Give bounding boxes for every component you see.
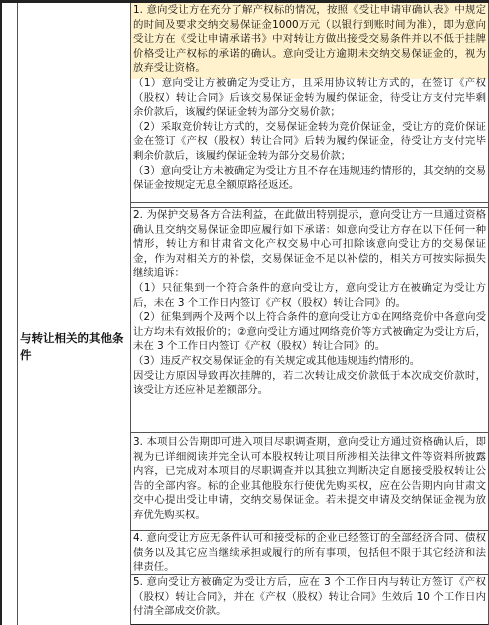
clause-2-item-3: （3）违反产权交易保证金的有关规定或其他违规违约情形的。 <box>133 354 421 367</box>
clause-1-item-3: （3）意向受让方未被确定为受让方且不存在违规违约情形的，其交纳的交易保证金按规定无息全额原路径返还。 <box>133 164 486 192</box>
clause-4-text: 4. 意向受让方应无条件认可和接受标的企业已经签订的全部经济合同、债权债务以及其它应当继续承担或履行的所有事项，包括但不限于其它经济和法律责任。 <box>133 532 486 574</box>
clause-5-text: 5. 意向受让方被确定为受让方后，应在 3 个工作日内与转让方签订《产权（股权）转让合同》，并在《产权（股权）转让合同》生效后 10 个工作日内付清全部成交价款。 <box>133 576 486 618</box>
clause-3-text: 3. 本项目公告期即可进入项目尽职调查期，意向受让方通过资格确认后，即视为已详细阅读并完全认可本股权转让项目所涉相关法律文件等资料所披露内容，已完成对本项目的尽职调查并以其独立判断决定自愿接受股权转让公告的全部内容。标的企业其他股东行使优先购买权，应在公告期内向甘肃文交中心提出受让申请，交纳交易保证金。若未提交申请及交纳保证金视为放弃优先购买权。 <box>133 436 486 521</box>
clause-1-item-1: （1）意向受让方被确定为受让方，且采用协议转让方式的，在签订《产权（股权）转让合同》后该交易保证金转为履约保证金，待受让方支付完毕剩余价款后，该履约保证金转为部分交易价款； <box>133 76 486 119</box>
clause-1-cell <box>131 3 488 203</box>
clause-5-cell <box>131 575 488 625</box>
clause-2-item-2: （2）征集到两个及两个以上符合条件的意向受让方①在网络竞价中各意向受让方均未有效报价的；②意向受让方通过网络竞价等方式被确定为受让方后，未在 3 个工作日内签订《产权（股权）转让合同》的。 <box>133 311 486 353</box>
clause-4-cell <box>131 531 488 575</box>
clause-2-cell <box>131 207 488 433</box>
clause-3-cell <box>131 435 488 531</box>
clause-1-text: 1. 意向受让方在充分了解产权标的情况，按照《受让申请审确认表》中规定的时间及要求交纳交易保证金1000万元（以银行到账时间为准），即为意向受让方在《受让申请承诺书》中对转让方做出接受交易条件并以不低于挂牌价格受让产权标的承诺的确认。意向受让方逾期未交纳交易保证金的，视为放弃受让资格。 <box>133 4 486 75</box>
table-leading-column <box>0 3 18 625</box>
clause-2-item-1: （1）只征集到一个符合条件的意向受让方，意向受让方在被确定为受让方后，未在 3 个工作日内签订《产权（股权）转让合同》的。 <box>133 281 486 309</box>
clause-2-note: 因受让方原因导致再次挂牌的，若二次转让成交价款低于本次成交价款时，该受让方还应补足差额部分。 <box>133 369 486 397</box>
clause-1-item-2: （2）采取竞价转让方式的，交易保证金转为竞价保证金，受让方的竞价保证金在签订《产权（股权）转让合同》后转为履约保证金，待受让方支付完毕剩余价款后，该履约保证金转为部分交易价款； <box>133 120 486 162</box>
row-label: 与转让相关的其他条件 <box>20 331 124 362</box>
table-label-column <box>18 3 131 625</box>
table-content-column <box>131 3 489 625</box>
clause-2-text: 2. 为保护交易各方合法利益，在此做出特别提示，意向受让方一旦通过资格确认且交纳交易保证金即应履行如下承诺：如意向受让方存在以下任何一种情形，转让方和甘肃省文化产权交易中心可扣除该意向受让方的交易保证金，作为对相关方的补偿，交易保证金不足以补偿的，相关方可按实际损失继续追诉： <box>133 209 486 280</box>
